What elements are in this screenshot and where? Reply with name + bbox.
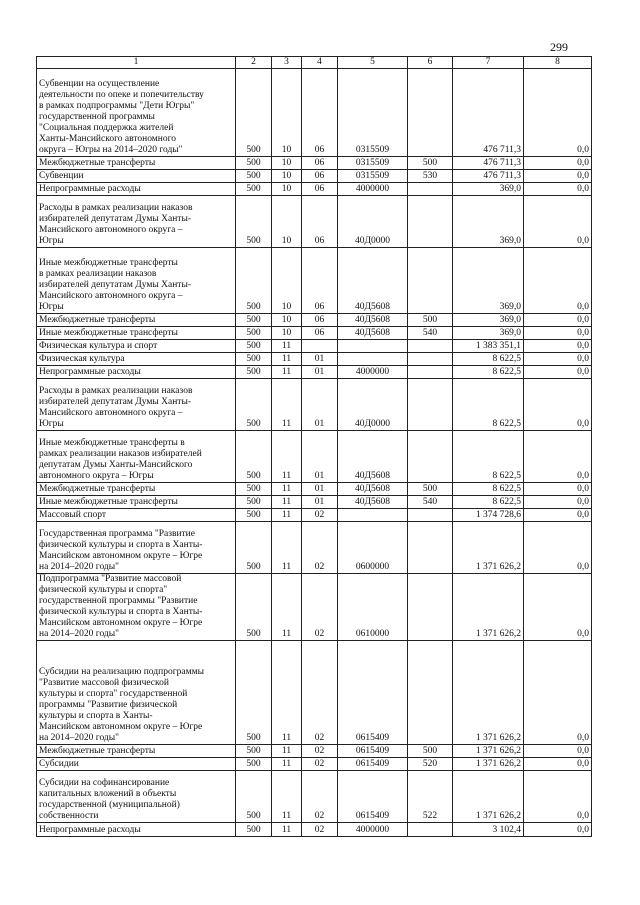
table-row — [37, 327, 592, 340]
expense-type-code-cell: 522 — [408, 771, 453, 823]
change-amount-cell: 0,0 — [524, 183, 592, 196]
subsection-code-cell: 01 — [302, 431, 338, 483]
amount-cell: 1 371 626,2 — [453, 522, 524, 574]
target-article-code-cell: 40Д5608 — [338, 496, 408, 509]
amount-cell: 369,0 — [453, 196, 524, 248]
subsection-code-cell: 02 — [302, 509, 338, 522]
table-row — [37, 483, 592, 496]
amount-cell: 1 374 728,6 — [453, 509, 524, 522]
target-article-code-cell: 4000000 — [338, 366, 408, 379]
target-article-code-cell: 40Д0000 — [338, 379, 408, 431]
header-row — [37, 57, 592, 69]
amount-cell: 476 711,3 — [453, 69, 524, 157]
table-row — [37, 69, 592, 157]
row-name-cell — [37, 745, 236, 758]
expense-type-code-cell: 530 — [408, 170, 453, 183]
table-row — [37, 366, 592, 379]
subsection-code-cell: 02 — [302, 641, 338, 745]
expense-type-code-cell: 500 — [408, 745, 453, 758]
page-number: 299 — [550, 40, 568, 54]
amount-cell: 369,0 — [453, 314, 524, 327]
target-article-code-cell: 40Д5608 — [338, 314, 408, 327]
amount-cell: 1 371 626,2 — [453, 771, 524, 823]
row-name: Массовый спорт — [39, 510, 107, 520]
table-row — [37, 314, 592, 327]
section-code-cell: 500 — [236, 496, 272, 509]
chapter-code-cell: 11 — [272, 771, 302, 823]
amount-cell: 1 371 626,2 — [453, 745, 524, 758]
expense-type-code-cell — [408, 248, 453, 314]
subsection-code-cell: 06 — [302, 170, 338, 183]
row-name-cell — [37, 69, 236, 157]
change-amount-cell: 0,0 — [524, 314, 592, 327]
table-row — [37, 771, 592, 823]
expense-type-code-cell — [408, 641, 453, 745]
table-row — [37, 823, 592, 837]
target-article-code-cell: 0610000 — [338, 574, 408, 641]
change-amount-cell: 0,0 — [524, 823, 592, 837]
subsection-code-cell: 02 — [302, 823, 338, 837]
row-name-cell — [37, 771, 236, 823]
change-amount-cell: 0,0 — [524, 641, 592, 745]
row-name: Межбюджетные трансферты — [39, 484, 156, 494]
table-row — [37, 431, 592, 483]
section-code-cell: 500 — [236, 771, 272, 823]
header-cell: 7 — [453, 57, 524, 69]
change-amount-cell: 0,0 — [524, 327, 592, 340]
header-cell: 4 — [302, 57, 338, 69]
chapter-code-cell: 11 — [272, 496, 302, 509]
target-article-code-cell: 40Д5608 — [338, 248, 408, 314]
change-amount-cell: 0,0 — [524, 157, 592, 170]
target-article-code-cell: 0315509 — [338, 170, 408, 183]
budget-table — [36, 56, 592, 837]
header-cell: 6 — [408, 57, 453, 69]
row-name-cell — [37, 641, 236, 745]
row-name: Подпрограмма "Развитие массовой физической культуры и спорта" государственной программы "Развитие физической культуры и спорта в Ханты- Мансийском автономном округе – Югре на 2014–2020 годы" — [39, 574, 203, 639]
section-code-cell: 500 — [236, 431, 272, 483]
row-name-cell — [37, 183, 236, 196]
row-name: Расходы в рамках реализации наказов избирателей депутатам Думы Ханты- Мансийского автономного округа – Югры — [39, 203, 193, 246]
change-amount-cell: 0,0 — [524, 170, 592, 183]
section-code-cell: 500 — [236, 574, 272, 641]
target-article-code-cell: 4000000 — [338, 823, 408, 837]
chapter-code-cell: 10 — [272, 196, 302, 248]
row-name-cell — [37, 823, 236, 837]
table-row — [37, 248, 592, 314]
chapter-code-cell: 11 — [272, 366, 302, 379]
section-code-cell: 500 — [236, 366, 272, 379]
expense-type-code-cell: 540 — [408, 496, 453, 509]
amount-cell: 369,0 — [453, 248, 524, 314]
section-code-cell: 500 — [236, 823, 272, 837]
row-name-cell — [37, 431, 236, 483]
expense-type-code-cell: 500 — [408, 483, 453, 496]
section-code-cell: 500 — [236, 248, 272, 314]
subsection-code-cell: 01 — [302, 366, 338, 379]
expense-type-code-cell — [408, 379, 453, 431]
row-name: Иные межбюджетные трансферты в рамках реализации наказов избирателей депутатам Думы Ханты- Мансийского автономного округа – Югры — [39, 258, 191, 312]
section-code-cell: 500 — [236, 314, 272, 327]
amount-cell: 8 622,5 — [453, 366, 524, 379]
row-name-cell — [37, 496, 236, 509]
subsection-code-cell: 06 — [302, 157, 338, 170]
amount-cell: 1 371 626,2 — [453, 758, 524, 771]
section-code-cell: 500 — [236, 483, 272, 496]
target-article-code-cell: 40Д5608 — [338, 431, 408, 483]
row-name-cell — [37, 248, 236, 314]
subsection-code-cell: 02 — [302, 745, 338, 758]
change-amount-cell: 0,0 — [524, 379, 592, 431]
amount-cell: 476 711,3 — [453, 170, 524, 183]
header-cell: 1 — [37, 57, 236, 69]
table-row — [37, 574, 592, 641]
chapter-code-cell: 11 — [272, 379, 302, 431]
expense-type-code-cell: 500 — [408, 314, 453, 327]
table-row — [37, 183, 592, 196]
section-code-cell: 500 — [236, 745, 272, 758]
row-name: Межбюджетные трансферты — [39, 158, 156, 168]
table-row — [37, 496, 592, 509]
amount-cell: 8 622,5 — [453, 483, 524, 496]
table-body — [37, 69, 592, 837]
chapter-code-cell: 11 — [272, 522, 302, 574]
row-name: Субсидии — [39, 759, 79, 769]
row-name: Иные межбюджетные трансферты — [39, 328, 178, 338]
section-code-cell: 500 — [236, 196, 272, 248]
change-amount-cell: 0,0 — [524, 509, 592, 522]
expense-type-code-cell — [408, 574, 453, 641]
target-article-code-cell: 40Д5608 — [338, 327, 408, 340]
expense-type-code-cell: 520 — [408, 758, 453, 771]
table-row — [37, 641, 592, 745]
row-name: Государственная программа "Развитие физической культуры и спорта в Ханты- Мансийском автономном округе – Югре на 2014–2020 годы" — [39, 529, 203, 572]
row-name-cell — [37, 327, 236, 340]
section-code-cell: 500 — [236, 379, 272, 431]
section-code-cell: 500 — [236, 509, 272, 522]
expense-type-code-cell — [408, 431, 453, 483]
amount-cell: 369,0 — [453, 183, 524, 196]
row-name: Расходы в рамках реализации наказов избирателей депутатам Думы Ханты- Мансийского автономного округа – Югры — [39, 386, 193, 429]
expense-type-code-cell — [408, 522, 453, 574]
target-article-code-cell: 0600000 — [338, 522, 408, 574]
target-article-code-cell: 0615409 — [338, 771, 408, 823]
row-name-cell — [37, 509, 236, 522]
section-code-cell: 500 — [236, 353, 272, 366]
subsection-code-cell: 06 — [302, 327, 338, 340]
row-name-cell — [37, 196, 236, 248]
subsection-code-cell: 01 — [302, 496, 338, 509]
change-amount-cell: 0,0 — [524, 771, 592, 823]
change-amount-cell: 0,0 — [524, 522, 592, 574]
chapter-code-cell: 10 — [272, 183, 302, 196]
row-name-cell — [37, 366, 236, 379]
section-code-cell: 500 — [236, 758, 272, 771]
expense-type-code-cell — [408, 366, 453, 379]
target-article-code-cell: 0615409 — [338, 745, 408, 758]
table-row — [37, 353, 592, 366]
chapter-code-cell: 10 — [272, 69, 302, 157]
chapter-code-cell: 10 — [272, 170, 302, 183]
change-amount-cell: 0,0 — [524, 758, 592, 771]
change-amount-cell: 0,0 — [524, 574, 592, 641]
change-amount-cell: 0,0 — [524, 353, 592, 366]
table-row — [37, 196, 592, 248]
chapter-code-cell: 11 — [272, 745, 302, 758]
subsection-code-cell: 02 — [302, 771, 338, 823]
expense-type-code-cell: 540 — [408, 327, 453, 340]
expense-type-code-cell — [408, 823, 453, 837]
change-amount-cell: 0,0 — [524, 69, 592, 157]
target-article-code-cell: 0615409 — [338, 641, 408, 745]
row-name-cell — [37, 483, 236, 496]
row-name: Непрограммные расходы — [39, 825, 141, 835]
section-code-cell: 500 — [236, 327, 272, 340]
row-name-cell — [37, 758, 236, 771]
chapter-code-cell: 11 — [272, 340, 302, 353]
amount-cell: 476 711,3 — [453, 157, 524, 170]
target-article-code-cell: 40Д5608 — [338, 483, 408, 496]
table-row — [37, 522, 592, 574]
subsection-code-cell: 06 — [302, 69, 338, 157]
amount-cell: 369,0 — [453, 327, 524, 340]
expense-type-code-cell: 500 — [408, 157, 453, 170]
section-code-cell: 500 — [236, 641, 272, 745]
target-article-code-cell: 0315509 — [338, 157, 408, 170]
row-name-cell — [37, 314, 236, 327]
table-row — [37, 157, 592, 170]
chapter-code-cell: 11 — [272, 431, 302, 483]
section-code-cell: 500 — [236, 170, 272, 183]
row-name: Субвенции — [39, 171, 84, 181]
subsection-code-cell: 01 — [302, 353, 338, 366]
chapter-code-cell: 11 — [272, 574, 302, 641]
subsection-code-cell: 02 — [302, 758, 338, 771]
row-name-cell — [37, 379, 236, 431]
subsection-code-cell — [302, 340, 338, 353]
table-row — [37, 509, 592, 522]
amount-cell: 8 622,5 — [453, 379, 524, 431]
change-amount-cell: 0,0 — [524, 496, 592, 509]
target-article-code-cell: 40Д0000 — [338, 196, 408, 248]
chapter-code-cell: 11 — [272, 823, 302, 837]
change-amount-cell: 0,0 — [524, 483, 592, 496]
chapter-code-cell: 11 — [272, 758, 302, 771]
target-article-code-cell — [338, 340, 408, 353]
expense-type-code-cell — [408, 353, 453, 366]
amount-cell: 1 371 626,2 — [453, 641, 524, 745]
row-name-cell — [37, 522, 236, 574]
change-amount-cell: 0,0 — [524, 431, 592, 483]
table-row — [37, 170, 592, 183]
row-name: Субсидии на реализацию подпрограммы "Развитие массовой физической культуры и спорта" государственной программы "Развитие физической культуры и спорта в Ханты- Мансийском автономном округе – Югре на 2014–2020 годы" — [39, 667, 204, 743]
header-cell: 5 — [338, 57, 408, 69]
change-amount-cell: 0,0 — [524, 366, 592, 379]
chapter-code-cell: 11 — [272, 353, 302, 366]
expense-type-code-cell — [408, 183, 453, 196]
row-name-cell — [37, 353, 236, 366]
header-cell: 3 — [272, 57, 302, 69]
change-amount-cell: 0,0 — [524, 340, 592, 353]
section-code-cell: 500 — [236, 69, 272, 157]
amount-cell: 1 383 351,1 — [453, 340, 524, 353]
row-name-cell — [37, 340, 236, 353]
row-name: Физическая культура — [39, 354, 125, 364]
amount-cell: 8 622,5 — [453, 496, 524, 509]
row-name: Непрограммные расходы — [39, 367, 141, 377]
subsection-code-cell: 06 — [302, 248, 338, 314]
section-code-cell: 500 — [236, 157, 272, 170]
row-name: Межбюджетные трансферты — [39, 746, 156, 756]
section-code-cell: 500 — [236, 183, 272, 196]
target-article-code-cell: 0615409 — [338, 758, 408, 771]
change-amount-cell: 0,0 — [524, 745, 592, 758]
row-name-cell — [37, 170, 236, 183]
subsection-code-cell: 02 — [302, 522, 338, 574]
chapter-code-cell: 10 — [272, 314, 302, 327]
target-article-code-cell — [338, 509, 408, 522]
table-row — [37, 340, 592, 353]
chapter-code-cell: 10 — [272, 248, 302, 314]
row-name: Физическая культура и спорт — [39, 341, 158, 351]
header-cell: 2 — [236, 57, 272, 69]
target-article-code-cell: 4000000 — [338, 183, 408, 196]
change-amount-cell: 0,0 — [524, 196, 592, 248]
row-name: Иные межбюджетные трансферты — [39, 497, 178, 507]
target-article-code-cell: 0315509 — [338, 69, 408, 157]
chapter-code-cell: 10 — [272, 157, 302, 170]
subsection-code-cell: 02 — [302, 574, 338, 641]
amount-cell: 8 622,5 — [453, 353, 524, 366]
row-name: Межбюджетные трансферты — [39, 315, 156, 325]
chapter-code-cell: 11 — [272, 641, 302, 745]
amount-cell: 1 371 626,2 — [453, 574, 524, 641]
header-cell: 8 — [524, 57, 592, 69]
section-code-cell: 500 — [236, 340, 272, 353]
change-amount-cell: 0,0 — [524, 248, 592, 314]
chapter-code-cell: 11 — [272, 509, 302, 522]
section-code-cell: 500 — [236, 522, 272, 574]
chapter-code-cell: 10 — [272, 327, 302, 340]
table-row — [37, 379, 592, 431]
row-name: Субсидии на софинансирование капитальных вложений в объекты государственной (муниципальной) собственности — [39, 778, 180, 821]
subsection-code-cell: 06 — [302, 183, 338, 196]
expense-type-code-cell — [408, 69, 453, 157]
chapter-code-cell: 11 — [272, 483, 302, 496]
expense-type-code-cell — [408, 509, 453, 522]
row-name: Субвенции на осуществление деятельности по опеке и попечительству в рамках подпрограммы "Дети Югры" государственной программы "Социальная поддержка жителей Ханты-Мансийского автономного округа – Югры на 2014–2020 годы" — [39, 79, 204, 155]
subsection-code-cell: 01 — [302, 379, 338, 431]
expense-type-code-cell — [408, 340, 453, 353]
amount-cell: 3 102,4 — [453, 823, 524, 837]
table-row — [37, 758, 592, 771]
amount-cell: 8 622,5 — [453, 431, 524, 483]
expense-type-code-cell — [408, 196, 453, 248]
row-name-cell — [37, 574, 236, 641]
subsection-code-cell: 06 — [302, 196, 338, 248]
subsection-code-cell: 01 — [302, 483, 338, 496]
row-name-cell — [37, 157, 236, 170]
table-row — [37, 745, 592, 758]
subsection-code-cell: 06 — [302, 314, 338, 327]
row-name: Иные межбюджетные трансферты в рамках реализации наказов избирателей депутатам Думы Ханты-Мансийского автономного округа – Югры — [39, 438, 202, 481]
row-name: Непрограммные расходы — [39, 184, 141, 194]
target-article-code-cell — [338, 353, 408, 366]
